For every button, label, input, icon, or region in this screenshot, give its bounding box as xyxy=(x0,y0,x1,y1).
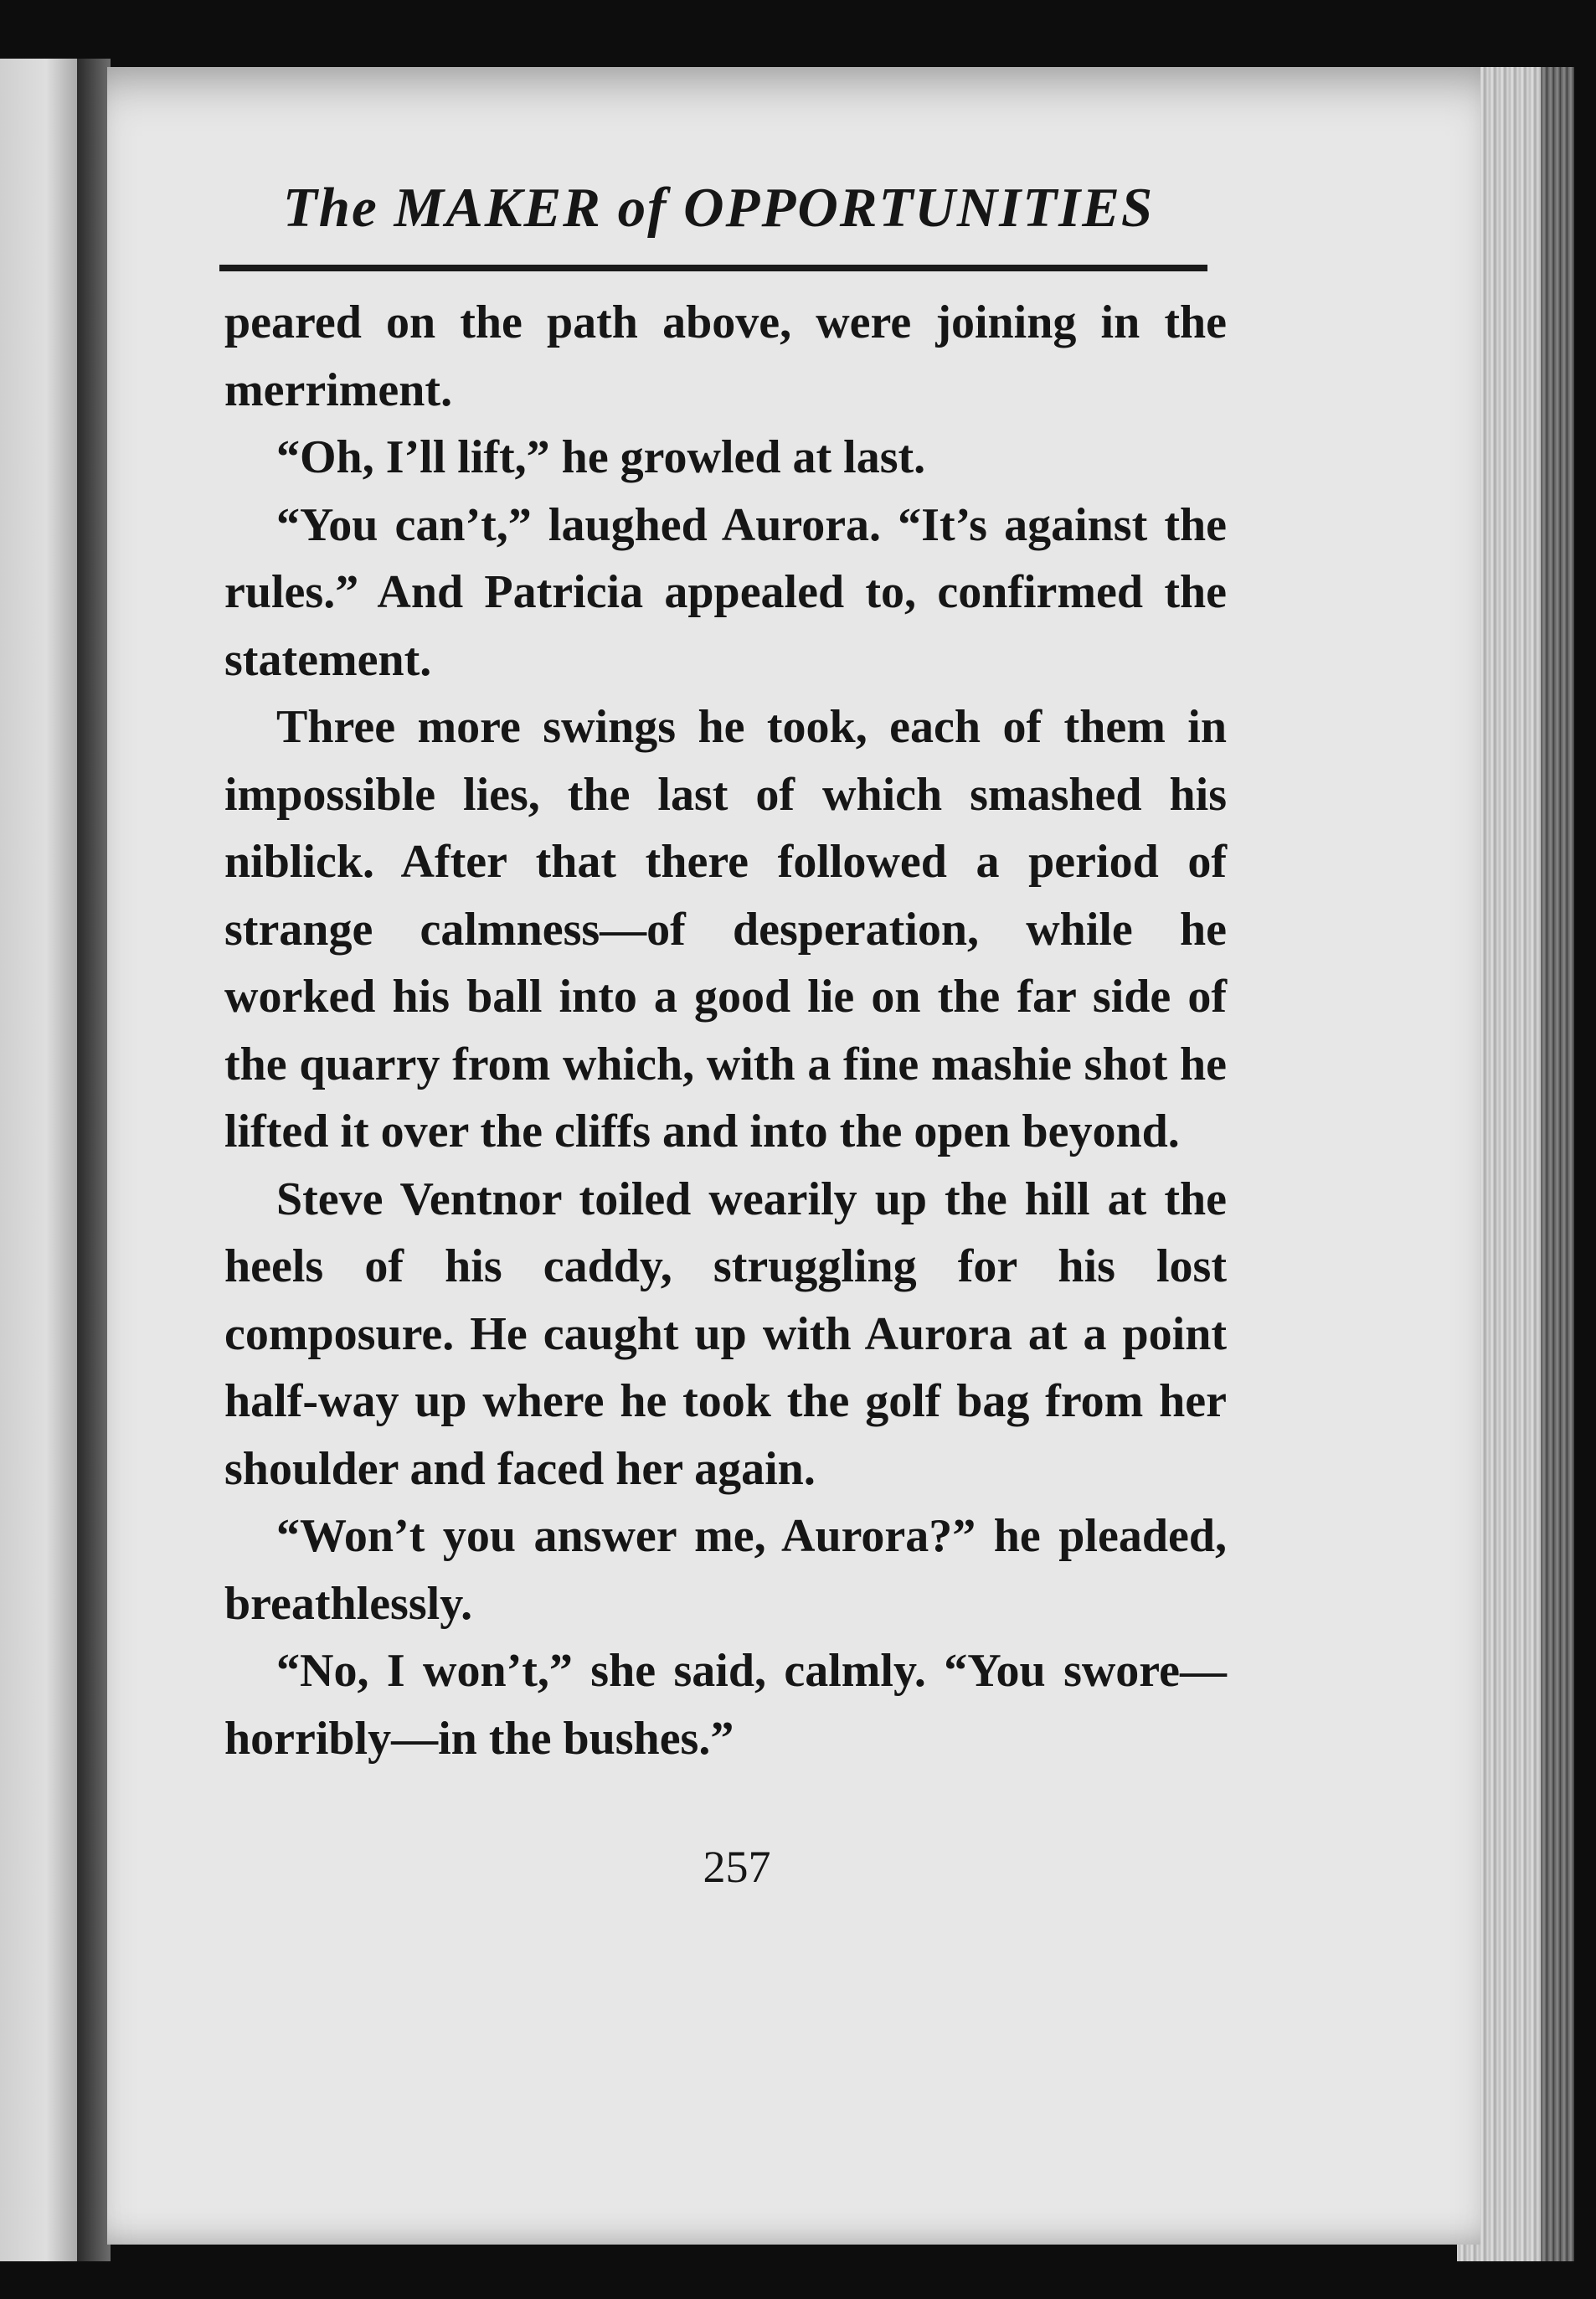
paragraph: peared on the path above, were joining in the merriment. xyxy=(224,296,1227,416)
running-head: The MAKER of OPPORTUNITIES xyxy=(282,177,1155,239)
paragraph: “Won’t you answer me, Aurora?” he pleaded, breathlessly. xyxy=(224,1510,1227,1630)
book-spine-shadow xyxy=(77,59,111,2261)
header-rule xyxy=(219,265,1207,271)
page-number: 257 xyxy=(703,1842,771,1892)
paragraph: “Oh, I’ll lift,” he growled at last. xyxy=(276,431,926,483)
body-text xyxy=(224,289,1227,1772)
page-stack-shadow xyxy=(1541,67,1574,2261)
paragraph: “No, I won’t,” she said, calmly. “You swore—horribly—in the bushes.” xyxy=(224,1645,1227,1765)
paragraph: “You can’t,” laughed Aurora. “It’s against the rules.” And Patricia appealed to, confirmed the statement. xyxy=(224,498,1227,686)
previous-page-edge xyxy=(0,59,77,2261)
paragraph: Three more swings he took, each of them in impossible lies, the last of which smashed his niblick. After that there followed a period of strange calmness—of desperation, while he worked his ball into a good lie on the far side of the quarry from which, with a fine mashie shot he lifted it over the cliffs and into the open beyond. xyxy=(224,701,1227,1157)
paragraph: Steve Ventnor toiled wearily up the hill at the heels of his caddy, struggling for his lost composure. He caught up with Aurora at a point half-way up where he took the golf bag from her shoulder and faced her again. xyxy=(224,1173,1227,1495)
